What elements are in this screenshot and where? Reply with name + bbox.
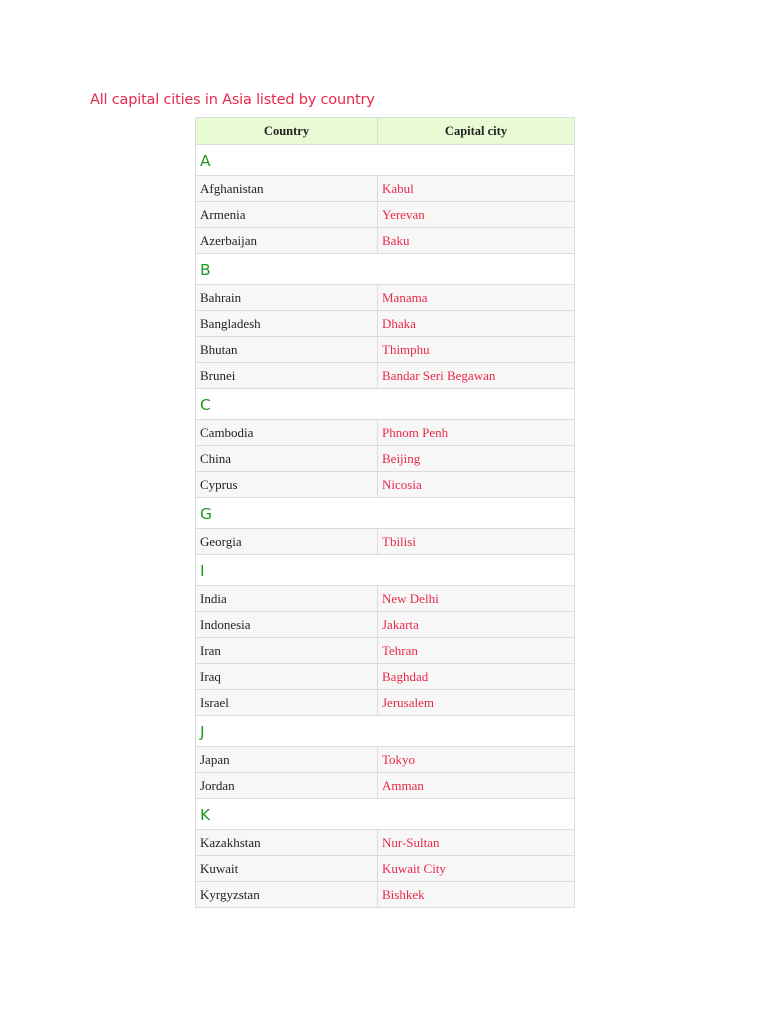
table-row	[196, 882, 575, 908]
country-cell: Japan	[196, 747, 378, 773]
capital-cell: Nicosia	[378, 472, 575, 498]
table-row	[196, 638, 575, 664]
letter-heading: J	[196, 716, 575, 747]
capital-cell: Tehran	[378, 638, 575, 664]
table-row	[196, 446, 575, 472]
table-row	[196, 586, 575, 612]
capital-cell: Phnom Penh	[378, 420, 575, 446]
country-cell: Israel	[196, 690, 378, 716]
capital-cell: Manama	[378, 285, 575, 311]
page-title: All capital cities in Asia listed by country	[90, 92, 375, 108]
capital-cell: Nur-Sultan	[378, 830, 575, 856]
table-row	[196, 690, 575, 716]
table-body	[196, 145, 575, 908]
capital-cell: Yerevan	[378, 202, 575, 228]
column-header-country: Country	[196, 118, 378, 145]
letter-heading: K	[196, 799, 575, 830]
letter-heading-row	[196, 145, 575, 176]
letter-heading-row	[196, 389, 575, 420]
country-cell: Kuwait	[196, 856, 378, 882]
country-cell: Cyprus	[196, 472, 378, 498]
capital-cell: Tbilisi	[378, 529, 575, 555]
country-cell: Bahrain	[196, 285, 378, 311]
capital-cell: Baku	[378, 228, 575, 254]
table-header-row	[196, 118, 575, 145]
letter-heading-row	[196, 498, 575, 529]
letter-heading: G	[196, 498, 575, 529]
capital-cell: Beijing	[378, 446, 575, 472]
column-header-capital: Capital city	[378, 118, 575, 145]
capital-cell: Kuwait City	[378, 856, 575, 882]
table-row	[196, 285, 575, 311]
table-row	[196, 612, 575, 638]
capital-cell: Bandar Seri Begawan	[378, 363, 575, 389]
letter-heading: A	[196, 145, 575, 176]
table-row	[196, 830, 575, 856]
letter-heading-row	[196, 254, 575, 285]
country-cell: Kazakhstan	[196, 830, 378, 856]
letter-heading-row	[196, 799, 575, 830]
table-row	[196, 311, 575, 337]
capital-cell: Bishkek	[378, 882, 575, 908]
table-row	[196, 747, 575, 773]
letter-heading: B	[196, 254, 575, 285]
country-cell: Cambodia	[196, 420, 378, 446]
table-row	[196, 228, 575, 254]
letter-heading-row	[196, 716, 575, 747]
table-row	[196, 856, 575, 882]
capital-cell: Dhaka	[378, 311, 575, 337]
country-cell: Azerbaijan	[196, 228, 378, 254]
letter-heading: C	[196, 389, 575, 420]
table-row	[196, 664, 575, 690]
country-cell: Bhutan	[196, 337, 378, 363]
capital-cell: Jakarta	[378, 612, 575, 638]
country-cell: India	[196, 586, 378, 612]
country-cell: Afghanistan	[196, 176, 378, 202]
country-cell: Bangladesh	[196, 311, 378, 337]
country-cell: Iraq	[196, 664, 378, 690]
capital-cell: Tokyo	[378, 747, 575, 773]
country-cell: Brunei	[196, 363, 378, 389]
table-row	[196, 202, 575, 228]
capital-cell: Kabul	[378, 176, 575, 202]
table-row	[196, 529, 575, 555]
country-cell: Jordan	[196, 773, 378, 799]
country-cell: China	[196, 446, 378, 472]
capital-cell: New Delhi	[378, 586, 575, 612]
table-row	[196, 420, 575, 446]
capital-cell: Thimphu	[378, 337, 575, 363]
table-row	[196, 337, 575, 363]
country-cell: Iran	[196, 638, 378, 664]
country-cell: Armenia	[196, 202, 378, 228]
capital-cell: Baghdad	[378, 664, 575, 690]
country-cell: Indonesia	[196, 612, 378, 638]
table-row	[196, 176, 575, 202]
table-row	[196, 472, 575, 498]
country-cell: Kyrgyzstan	[196, 882, 378, 908]
letter-heading-row	[196, 555, 575, 586]
capital-cell: Amman	[378, 773, 575, 799]
letter-heading: I	[196, 555, 575, 586]
table-row	[196, 363, 575, 389]
country-cell: Georgia	[196, 529, 378, 555]
capital-cell: Jerusalem	[378, 690, 575, 716]
table-row	[196, 773, 575, 799]
capitals-table	[195, 117, 575, 908]
